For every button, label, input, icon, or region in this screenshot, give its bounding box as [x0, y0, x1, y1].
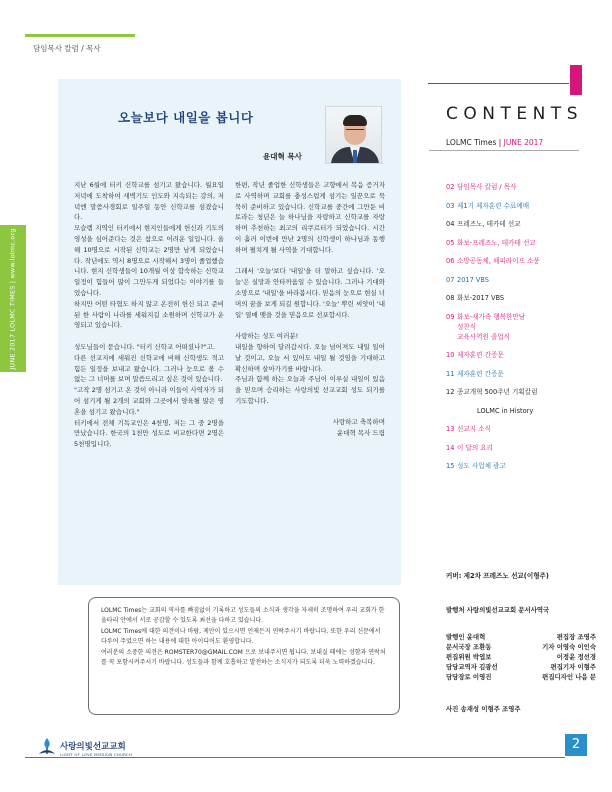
contents-accent-line: [428, 83, 569, 84]
contents-issue: JUNE 2017: [503, 138, 544, 147]
toc-item: [446, 256, 576, 266]
toc-item: [446, 424, 576, 434]
publication-intro-box: [88, 597, 400, 715]
masthead-right: 편집디자인 나음 문: [542, 673, 596, 681]
masthead-right: 기자 이영숙 이인숙: [542, 643, 596, 651]
toc-item: [446, 238, 576, 248]
toc-item: [446, 387, 576, 397]
masthead-right: 편집기자 이형주: [550, 663, 596, 671]
paragraph: [74, 331, 224, 342]
toc-label: 화보-새가족 행복한만남 성찬식 교육사역원 졸업식: [457, 312, 526, 341]
article-right-column: [235, 180, 385, 438]
toc-page-number: 06: [446, 257, 455, 265]
paragraph: 모슬렘 지역인 터키에서 현지인들에게 헌신과 기도의 영성을 심어준다는 것은 참으로 어려운 일입니다. 올해 10명으로 시작된 신학교는 2명만 남게 되었습니다. 작년에도 역시 8명으로 시작해서 3명이 졸업했습니다. 현지 신학생들이 10개월 이상 합숙하는 신학교 일정이 힘들어 많이 그만두게 되었다는 이야기를 들었습니다.: [74, 224, 224, 297]
article-author: 윤대혁 목사: [263, 152, 302, 161]
toc-label: 제자훈련 간증문: [457, 369, 504, 378]
paragraph: 주님과 함께 하는 오늘과 주님이 이루실 내일이 있음을 믿으며 승리하는 사랑의빛 선교교회 성도 되기를 기도합니다.: [235, 375, 385, 405]
masthead-row: [446, 642, 596, 652]
toc-label: 이 달의 요리: [457, 443, 494, 452]
masthead-title: 발행처 사랑의빛선교교회 문서사역국: [446, 606, 550, 614]
toc-item: [446, 461, 576, 471]
contents-divider: [429, 150, 579, 151]
toc-page-number: 09: [446, 312, 455, 321]
masthead-row: [446, 632, 596, 642]
toc-page-number: [446, 406, 457, 416]
toc-page-number: 05: [446, 238, 455, 247]
toc-label: LOLMC in History: [477, 406, 534, 415]
church-name: 사랑의빛선교교회: [60, 742, 126, 752]
toc-page-number: 04: [446, 220, 455, 228]
toc-label: 담임목사 칼럼 / 목사: [457, 183, 517, 191]
toc-item: [446, 275, 576, 285]
toc-page-number: 13: [446, 425, 455, 433]
toc-page-number: 12: [446, 388, 455, 396]
toc-label: 소망공동체, 헤피라이프 소풍: [457, 257, 540, 265]
toc-label: 제1기 제자훈련 수료예배: [457, 201, 530, 210]
closing-line: 사랑하고 축복하며: [332, 417, 385, 426]
masthead-left: 편집위원 박엽보: [446, 653, 492, 661]
toc-item: [446, 312, 576, 342]
masthead-row: [446, 662, 596, 672]
toc-label: 제자훈련 간증문: [457, 351, 504, 359]
toc-item: [446, 293, 576, 303]
paragraph: 하지만 어떤 타협도 하지 않고 온전히 헌신 되고 준비된 한 사람이 나라를 세워지길 소원하며 신학교가 운영되고 있습니다.: [74, 299, 224, 330]
toc-label: 종교개혁 500주년 기획칼럼: [457, 388, 538, 396]
article-title: 오늘보다 내일을 봅니다: [118, 110, 254, 125]
page-number: 2: [565, 734, 587, 756]
paragraph: 내일을 향하여 달려갑시다. 오늘 넘어져도 내일 일어날 것이고, 오늘 서 있어도 내일 될 것임을 기대하고 확신하며 살아가기를 바랍니다.: [235, 342, 385, 373]
toc-page-number: 03: [446, 201, 455, 210]
intro-text: LOLMC Times는 교회의 역사를 빠짐없이 기록하고 성도들의 소식과 생각을 자세히 조명하여 우리 교회가 한 울타리 안에서 서로 공감할 수 있도록 최선을 다하고 있습니다. LOLMC Times에 대한 의견이나 바람, 제안이 있으시면 언제든지 연락주시기 바랍니다. 또한 우리 신문에서 다루어 주었으면 하는 내용에 대한 아이디어도 환영합니다. 여러분의 소중한 의견은 ROMSTER70@GMAIL.COM 으로 보내주시면 됩니다. 보내실 때에는 성함과 연락처를 꼭 포함시켜주시기 바랍니다. 성도들과 함께 호흡하고 발전하는 소식지가 되도록 더욱 노력하겠습니다.: [101, 607, 386, 667]
toc-label: 2017 VBS: [457, 275, 489, 284]
church-name-english: LIGHT OF LOVE MISSION CHURCH: [60, 752, 133, 757]
toc-item: [446, 182, 576, 192]
header-accent-line: [25, 34, 135, 37]
paragraph: [235, 320, 385, 331]
paragraph: "고작 2명 섬기고 온 것이 아니라 이들이 사역자가 되어 섬기게 될 2개의 교회와 그곳에서 양육될 많은 영혼을 섬기고 왔습니다.": [74, 386, 224, 416]
toc-page-number: 14: [446, 443, 455, 452]
toc-label: 성도 사업체 광고: [457, 462, 506, 470]
toc-page-number: 07: [446, 275, 455, 284]
contents-subtitle: [446, 138, 543, 147]
section-label: 담임목사 칼럼 / 목사: [33, 44, 101, 53]
toc-item: [446, 201, 576, 211]
table-of-contents: [446, 182, 576, 480]
paragraph: 지난 6월에 터키 신학교를 섬기고 왔습니다. 월요일 저녁에 도착하여 새벽기도 인도와 지속되는 강의, 저녁엔 말씀사경회로 일주일 동안 신학교를 섬겼습니다.: [74, 181, 224, 222]
masthead-left: 담당장로 이영진: [446, 673, 492, 681]
masthead-left: 담당교역자 김광선: [446, 663, 498, 671]
contents-accent-bar: [570, 65, 582, 95]
toc-page-number: 02: [446, 183, 455, 191]
masthead-row: [446, 672, 596, 682]
church-logo-icon: [36, 736, 58, 758]
toc-label: 프레즈노, 테카테 선교: [457, 220, 521, 228]
paragraph: 그래서 '오늘'보다 '내일'을 더 말하고 싶습니다. '오늘'은 실망과 안타까움일 수 있습니다. 그러나 기대와 소망으로 '내일'을 바라봅시다. 믿음의 눈으로 현실 너머의 꿈을 보게 되길 원합니다. '오늘' 뿌린 씨앗이 '내일' 열매 맺을 것을 믿음으로 선포합시다.: [235, 267, 385, 319]
toc-item: [446, 443, 576, 453]
toc-label: 선교지 소식: [457, 425, 491, 433]
contents-publication: LOLMC Times |: [446, 138, 504, 147]
toc-page-number: 10: [446, 351, 455, 359]
toc-item: [446, 369, 576, 379]
toc-page-number: 08: [446, 294, 455, 302]
masthead-right: 편집장 조영주: [556, 633, 596, 641]
toc-page-number: 11: [446, 369, 455, 378]
toc-item: [446, 219, 576, 229]
toc-page-number: 15: [446, 462, 455, 470]
toc-label: 화보-2017 VBS: [457, 294, 505, 302]
masthead-row: [446, 652, 596, 662]
column-article: [58, 79, 401, 585]
paragraph: 한편, 작년 졸업한 신학생들은 고향에서 복음 증거자로 사역하며 교회를 충성스럽게 섬기는 일꾼으로 묵묵히 준비하고 있습니다. 신학교를 중간에 그만둔 비토라는 청년은 늘 하나님을 자랑하고 신학교를 자랑하며 추천하는 최고의 리쿠르터가 되었습니다. 시간이 흘러 이번에 만난 2명의 신학생이 하나님과 동행하며 펼치게 될 사역을 기대합니다.: [235, 181, 385, 254]
pastor-photo: [325, 106, 382, 164]
paragraph: 사랑하는 성도 여러분!: [235, 332, 299, 341]
paragraph: [235, 256, 385, 267]
masthead-left: 발행인 윤대혁: [446, 633, 486, 641]
side-strip-text: JUNE 2017 LOLMC TIMES | www.lolmc.org: [9, 228, 17, 370]
paragraph: 성도님들이 묻습니다. "터키 신학교 어떠셨나?"고.: [74, 342, 216, 351]
toc-label: 화보-프레즈노, 테카테 선교: [457, 238, 536, 247]
toc-item: [446, 350, 576, 360]
toc-item: [446, 406, 576, 416]
article-left-column: [74, 180, 224, 450]
contents-title: CONTENTS: [446, 104, 583, 124]
masthead-right: 이정윤 정선경: [556, 653, 596, 661]
footer-divider: [25, 757, 565, 758]
masthead: [446, 605, 596, 713]
masthead-photo-credit: 사진 송재성 이형주 조영주: [446, 705, 521, 713]
cover-note: 커버: 제2차 프레즈노 선교(이형주): [446, 572, 549, 580]
masthead-left: 문서국장 조환동: [446, 643, 492, 651]
closing-signature: 윤대혁 목사 드림: [336, 428, 385, 437]
paragraph: 다른 선교지에 세워진 신학교에 비해 신학생도 적고 힘든 일정을 보내고 왔습니다. 그러나 눈으로 볼 수 없는 그 너머를 보며 말씀드리고 싶은 것이 있습니다.: [74, 353, 224, 384]
paragraph: 터키에서 전체 기독교인은 4천명, 저는 그 중 2명을 만났습니다. 한국의 1천만 성도로 비교한다면 2명은 5천명입니다.: [74, 418, 224, 449]
